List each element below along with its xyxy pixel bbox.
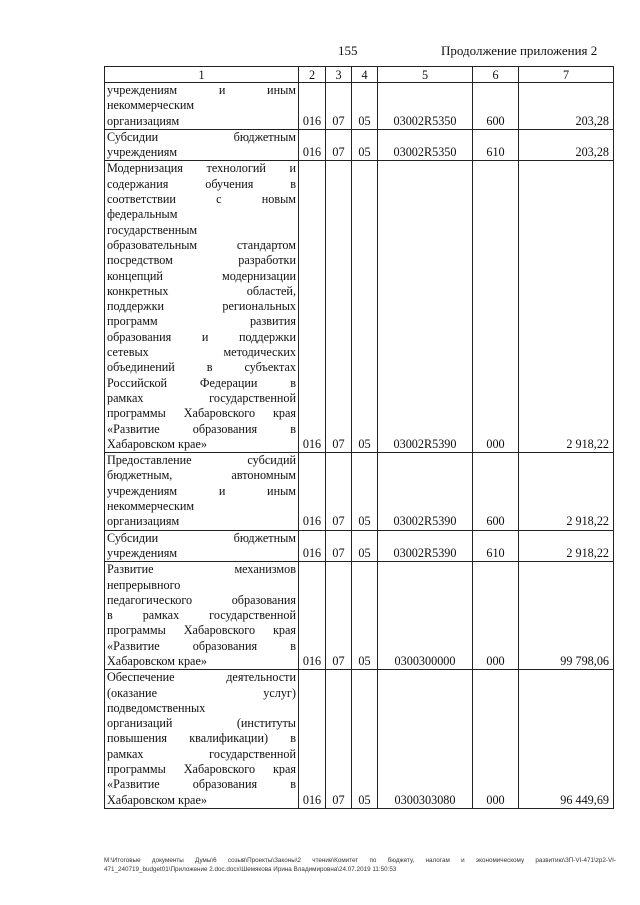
page-number: 155 bbox=[338, 43, 358, 58]
section-code-cell: 07 bbox=[326, 129, 352, 161]
target-article-cell: 0300300000 bbox=[378, 562, 473, 670]
row-name-line: Субсидии бюджетным bbox=[107, 129, 296, 144]
subsection-code-cell: 05 bbox=[352, 530, 378, 562]
row-name-line: программы Хабаровского края bbox=[107, 762, 296, 777]
row-name-line: организаций (институты bbox=[107, 716, 296, 731]
ministry-code-cell: 016 bbox=[299, 562, 326, 670]
row-name-line: некоммерческим bbox=[107, 98, 195, 113]
row-name-line: образовательным стандартом bbox=[107, 237, 296, 252]
row-name-line: образования и поддержки bbox=[107, 329, 296, 344]
expense-type-cell: 610 bbox=[473, 530, 519, 562]
row-name-line: конкретных областей, bbox=[107, 283, 296, 298]
row-name-line: посредством разработки bbox=[107, 253, 296, 268]
section-code-cell: 07 bbox=[326, 562, 352, 670]
target-article-cell: 0300303080 bbox=[378, 670, 473, 809]
row-name-line: Хабаровском крае» bbox=[107, 436, 207, 451]
subsection-code-cell: 05 bbox=[352, 562, 378, 670]
subsection-code-cell: 05 bbox=[352, 453, 378, 530]
table-row bbox=[105, 161, 614, 453]
row-name-line: в рамках государственной bbox=[107, 608, 296, 623]
row-name-line: организациям bbox=[107, 514, 180, 529]
row-name-line: педагогического образования bbox=[107, 592, 296, 607]
row-name-line: организациям bbox=[107, 113, 180, 128]
row-name-cell bbox=[105, 161, 299, 453]
subsection-code-cell: 05 bbox=[352, 83, 378, 130]
row-name-line: концепций модернизации bbox=[107, 268, 296, 283]
column-header-5: 5 bbox=[378, 67, 473, 83]
table-header-row bbox=[105, 67, 614, 83]
table-row bbox=[105, 562, 614, 670]
amount-cell: 203,28 bbox=[519, 83, 614, 130]
column-header-2: 2 bbox=[299, 67, 326, 83]
target-article-cell: 03002R5350 bbox=[378, 129, 473, 161]
expense-type-cell: 610 bbox=[473, 129, 519, 161]
column-header-3: 3 bbox=[326, 67, 352, 83]
document-path-footer: М:\Итоговые документы Думы\6 созыв\Проекты\Законы\2 чтение\Комитет по бюджету, налогам и экономическому развитию\ЗП-VI-471\zp2-VI-471_240719_budget01\Приложение 2.doc.docx\Шемякова Ирина Владимировна\24.07.2019 11:50:53 bbox=[104, 857, 616, 873]
row-name-line: бюджетным, автономным bbox=[107, 468, 296, 483]
row-name-cell bbox=[105, 670, 299, 809]
row-name-line: Хабаровском крае» bbox=[107, 792, 207, 807]
section-code-cell: 07 bbox=[326, 670, 352, 809]
row-name-line: учреждениям и иным bbox=[107, 83, 296, 97]
row-name-line: повышения квалификации) в bbox=[107, 731, 296, 746]
row-name-cell bbox=[105, 83, 299, 130]
row-name-line: сетевых методических bbox=[107, 345, 296, 360]
column-header-4: 4 bbox=[352, 67, 378, 83]
subsection-code-cell: 05 bbox=[352, 161, 378, 453]
amount-cell: 96 449,69 bbox=[519, 670, 614, 809]
row-name-cell bbox=[105, 562, 299, 670]
column-header-1: 1 bbox=[105, 67, 299, 83]
row-name-line: учреждениям и иным bbox=[107, 483, 296, 498]
budget-table bbox=[104, 66, 614, 809]
target-article-cell: 03002R5390 bbox=[378, 161, 473, 453]
row-name-line: (оказание услуг) bbox=[107, 685, 296, 700]
expense-type-cell: 600 bbox=[473, 453, 519, 530]
row-name-line: непрерывного bbox=[107, 577, 181, 592]
row-name-cell bbox=[105, 129, 299, 161]
row-name-line: Предоставление субсидий bbox=[107, 453, 296, 468]
expense-type-cell: 000 bbox=[473, 161, 519, 453]
column-header-7: 7 bbox=[519, 67, 614, 83]
target-article-cell: 03002R5350 bbox=[378, 83, 473, 130]
section-code-cell: 07 bbox=[326, 83, 352, 130]
row-name-line: государственным bbox=[107, 222, 198, 237]
appendix-continuation-label: Продолжение приложения 2 bbox=[441, 43, 598, 58]
row-name-line: федеральным bbox=[107, 207, 178, 222]
row-name-line: соответствии с новым bbox=[107, 192, 296, 207]
ministry-code-cell: 016 bbox=[299, 530, 326, 562]
table-row bbox=[105, 530, 614, 562]
row-name-cell bbox=[105, 530, 299, 562]
amount-cell: 2 918,22 bbox=[519, 161, 614, 453]
row-name-line: Хабаровском крае» bbox=[107, 653, 207, 668]
amount-cell: 2 918,22 bbox=[519, 453, 614, 530]
row-name-line: некоммерческим bbox=[107, 499, 195, 514]
table-body bbox=[105, 67, 614, 809]
table-row bbox=[105, 670, 614, 809]
row-name-line: «Развитие образования в bbox=[107, 638, 296, 653]
row-name-line: учреждениям bbox=[107, 545, 178, 560]
section-code-cell: 07 bbox=[326, 161, 352, 453]
row-name-line: содержания обучения в bbox=[107, 176, 296, 191]
ministry-code-cell: 016 bbox=[299, 453, 326, 530]
row-name-line: Модернизация технологий и bbox=[107, 161, 296, 176]
target-article-cell: 03002R5390 bbox=[378, 453, 473, 530]
subsection-code-cell: 05 bbox=[352, 670, 378, 809]
row-name-line: Обеспечение деятельности bbox=[107, 670, 296, 685]
amount-cell: 2 918,22 bbox=[519, 530, 614, 562]
column-header-6: 6 bbox=[473, 67, 519, 83]
row-name-line: Субсидии бюджетным bbox=[107, 530, 296, 545]
section-code-cell: 07 bbox=[326, 453, 352, 530]
table-row bbox=[105, 453, 614, 530]
ministry-code-cell: 016 bbox=[299, 129, 326, 161]
row-name-line: подведомственных bbox=[107, 700, 206, 715]
amount-cell: 99 798,06 bbox=[519, 562, 614, 670]
ministry-code-cell: 016 bbox=[299, 161, 326, 453]
expense-type-cell: 000 bbox=[473, 670, 519, 809]
amount-cell: 203,28 bbox=[519, 129, 614, 161]
ministry-code-cell: 016 bbox=[299, 83, 326, 130]
row-name-line: Развитие механизмов bbox=[107, 562, 296, 577]
row-name-line: рамках государственной bbox=[107, 746, 296, 761]
section-code-cell: 07 bbox=[326, 530, 352, 562]
subsection-code-cell: 05 bbox=[352, 129, 378, 161]
row-name-line: «Развитие образования в bbox=[107, 777, 296, 792]
expense-type-cell: 600 bbox=[473, 83, 519, 130]
expense-type-cell: 000 bbox=[473, 562, 519, 670]
row-name-line: «Развитие образования в bbox=[107, 421, 296, 436]
row-name-cell bbox=[105, 453, 299, 530]
row-name-line: Российской Федерации в bbox=[107, 375, 296, 390]
table-row bbox=[105, 83, 614, 130]
row-name-line: рамках государственной bbox=[107, 390, 296, 405]
target-article-cell: 03002R5390 bbox=[378, 530, 473, 562]
row-name-line: учреждениям bbox=[107, 145, 178, 160]
row-name-line: объединений в субъектах bbox=[107, 360, 296, 375]
ministry-code-cell: 016 bbox=[299, 670, 326, 809]
table-row bbox=[105, 129, 614, 161]
row-name-line: программ развития bbox=[107, 314, 296, 329]
row-name-line: поддержки региональных bbox=[107, 299, 296, 314]
row-name-line: программы Хабаровского края bbox=[107, 623, 296, 638]
row-name-line: программы Хабаровского края bbox=[107, 406, 296, 421]
